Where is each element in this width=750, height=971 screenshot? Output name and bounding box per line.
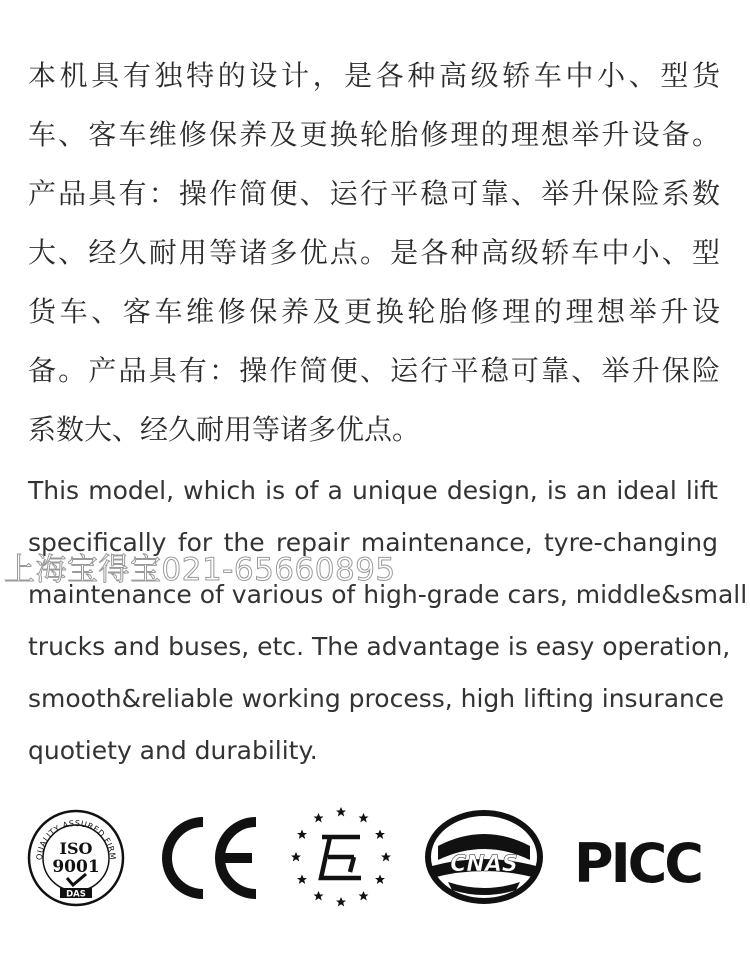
cnas-mark-icon [424,808,544,906]
iso-line-2: 9001 [52,857,100,877]
ce-mark-icon [156,814,264,902]
english-line-2: specifically for the repair maintenance, tyre-changing [28,528,718,557]
iso-9001-seal-icon [26,808,126,908]
iso-line-1: ISO [59,839,93,858]
certification-logos [0,800,750,920]
english-line-5: smooth&reliable working process, high lifting insurance [28,684,724,713]
chinese-line-1: 本机具有独特的设计，是各种高级轿车中小、型货 [28,59,720,92]
iso-ring-text: QUALITY ASSURED FIRM [34,818,118,861]
picc-logo-icon [572,830,712,890]
chinese-line-2: 车、客车维修保养及更换轮胎修理的理想举升设备。 [28,118,720,151]
chinese-line-4: 大、经久耐用等诸多优点。是各种高级轿车中小、型 [28,236,720,269]
english-line-3: maintenance of various of high-grade cars, middle&small [28,580,748,609]
english-line-4: trucks and buses, etc. The advantage is easy operation, [28,632,731,661]
watermark-text: 上海宝得宝021-65660895 [4,552,396,588]
cnas-text: CNAS [450,852,518,877]
iso-footer: DAS [66,889,86,900]
chinese-description [28,46,720,459]
picc-text: PICC [574,832,701,890]
english-line-1: This model, which is of a unique design, is an ideal lift [28,476,718,505]
english-description [28,465,748,777]
chinese-line-6: 备。产品具有：操作简便、运行平稳可靠、举升保险 [28,354,720,387]
chinese-line-5: 货车、客车维修保养及更换轮胎修理的理想举升设 [28,295,720,328]
chinese-line-7: 系数大、经久耐用等诸多优点。 [28,413,421,446]
chinese-line-3: 产品具有：操作简便、运行平稳可靠、举升保险系数 [28,177,720,210]
eu-stars-mark-icon [288,804,394,910]
english-line-6: quotiety and durability. [28,736,318,765]
